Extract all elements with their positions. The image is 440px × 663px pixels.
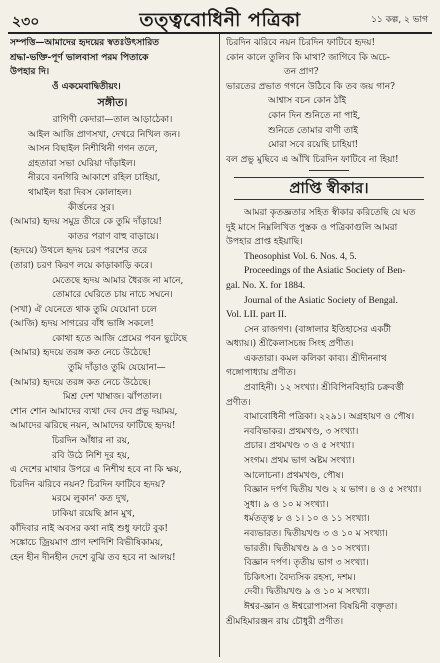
page-number: ২৩০ [12,14,40,30]
text-line: তুমি দাঁড়াও তুমি যেয়োনা— [68,363,166,374]
text-line: Proceedings of the Asiatic Society of Ben- [244,266,406,277]
text-line: দুই মাসে নিম্নলিখিত পুস্তক ও পত্রিকাগুলি আমরা [226,222,398,233]
text-line: ধর্মতত্ত্ব ৮ ও ১। ১০ ও ১১ সংখ্যা। [244,514,370,525]
text-line: Journal of the Asiatic Society of Bengal. [244,295,398,306]
text-line: এ দেশের মাথার উপরে এ নিশীথ হবে না কি ক্ষয়, [10,465,182,476]
text-line: সুধা। ৯ ও ১০ ম সংখ্যা। [244,499,329,510]
text-line: চিকিৎসা। বৈদ্যসিক রহস্য, দশম। [244,572,356,583]
text-line: বিজ্ঞান দর্পণ দ্বিতীয় খণ্ড ২ য় ভাগ। ৪ ও ৫ সংখ্যা। [244,485,422,496]
header-rule [8,32,432,34]
text-line: কীর্ত্তনের সুর। [68,202,115,213]
text-line: আসন বিছাইল নিশীথিনী গগন তলে, [28,144,158,155]
text-line: ভারতী। দ্বিতীয়খণ্ড ৯ ও ১০ সংখ্যা। [244,543,370,554]
text-line: চিরদিন ঝরিবে নয়ন? চিরদিন ফাটিবে হৃদয়? [10,479,166,490]
text-line: (আমার) হৃদয় সমুদ্র তীরে কে তুমি দাঁড়ায়ে! [10,217,163,228]
text-line: সেন রাজগণ। (বাঙ্গালার ইতিহাসের একটী [244,324,392,335]
text-line: ভারতের প্রভাত গগনে উঠিবে কি তব জয় গান? [226,81,395,92]
text-line: কোন দিন শুনিতে না পাই, [268,110,361,121]
text-line: রাগিণী কেদারা—তাল আড়াঠেকা। [52,114,173,125]
text-line: নীরবে বনগিরি আকাশে রহিল চাহিয়া, [28,173,161,184]
text-line: চিরদিন আঁধার না রয়, [52,436,130,447]
text-line: সংগম। প্রথম ভাগ অষ্টম সংখ্যা। [244,456,355,467]
text-line: (আজি) হৃদয় সাগরের বাঁধ ভাঙ্গি সকলে! [10,319,154,330]
text-line: নববিভাকর। প্রথমখণ্ড, ৩ সংখ্যা। [244,426,359,437]
text-line: হেন হীন দীনহীন দেশে বুঝি তব হবে না আলয়! [10,552,176,563]
text-line: চিরদিন ঝরিবে নয়ন চিরদিন ফাটিবে হৃদয়! [226,38,376,48]
text-line: শ্রদ্ধা-ভক্তি-পূর্ণ ভালবাসা পরম পিতাকে [10,52,149,63]
column-divider [219,34,220,657]
text-line: সঙ্কোচে জ্রিয়মাণ প্রাণ দশদিশি বিভীষিকাময়, [10,538,164,549]
text-line: আমরা কৃতজ্ঞতার সহিত স্বীকার করিতেছি যে ঘত [244,207,416,218]
text-line: (তারা) চরণ কিরণ লয়ে কাড়াকাড়ি করে। [10,260,153,271]
text-line: সম্পত্তি—আমাদের হৃদয়ের স্বতঃউৎসারিত [10,38,160,48]
text-line: প্রণীত। [226,397,251,408]
text-line: বল প্রভু মুছিবে এ আঁখি চিরদিন ফাটিবে না হিয়া! [226,154,399,165]
text-line: gal. No. X. for 1884. [226,280,306,291]
text-line: ঈশ্বর-জ্ঞান ও ঈশ্বরোপাসনা বিষয়িনী বক্তৃতা। [244,601,398,612]
text-line: আইল আজি প্রাণসখা, দেখরে নিখিল জন। [28,129,181,140]
text-line: তোমারে ঘেরিতে চায় নাচে সঘনে। [52,290,173,301]
text-line: উপহার প্রাপ্ত হইয়াছি। [226,237,303,248]
text-line: আমাদের ঝরিছে নয়ন, আমাদের ফাটিছে হৃদয়! [10,421,176,432]
page-header [8,6,432,32]
acknowledgement-list [226,206,432,629]
text-line: কোথা হতে আজি প্রেমের পবন ছুটেছে [52,333,187,344]
right-column [226,36,432,657]
text-line: আলোচনা। প্রথমখণ্ড, পৌষ। [244,470,344,481]
text-line: কাঁদিবার নাই অবসর কথা নাই শুধু ফাটে বুক! [10,523,168,534]
text-line: মেতেছে হৃদয় আমার ধৈরজ না মানে, [52,275,184,286]
text-line: একতারা। কমল কলিকা কাব্য। শ্রীদীননাথ [244,353,387,364]
text-line: মরমে লুকান' কত দুখ, [52,494,130,505]
text-line: কোন কালে তুলিব কি মাথা? জাগিবে কি অচে- [226,52,390,63]
text-line: (হৃদয়ে) উথলে হৃদয় চরণ পরশের তরে [10,246,148,257]
text-line: শোন শোন আমাদের ব্যথা দেব দেব প্রভু দয়াময়, [10,406,178,417]
text-line: শ্রীমহিমারঞ্জন রায় চৌধুরী প্রণীত। [226,616,344,627]
text-line: কাতর পরাণ বাহু বাড়ায়ে। [68,231,159,242]
acknowledgement-heading: প্রাপ্তি স্বীকার। [234,177,424,200]
text-line: উপহার দি। [10,67,50,78]
text-line: তন প্রাণ? [284,67,319,78]
text-line: শুনিতে তোমার বাণী তাই [268,125,358,136]
text-line: থামাইল ধরা দিবস কোলাহল। [28,187,132,198]
text-line: মোরা সবে রয়েছি চাহিয়া! [268,140,359,151]
text-line: দেবী। দ্বিতীয়খণ্ড ৯ ও ১০ ম সংখ্যা। [244,587,370,598]
text-line: ওঁ একমেবাদ্বিতীয়ং। [52,81,121,92]
text-line: গ্রহতারা সভা ঘেরিয়া দাঁড়াইল। [28,158,136,169]
text-line: গঙ্গোপাধ্যায় প্রণীত। [226,368,296,379]
text-line: আশ্বাস বচন কোন ঠাঁই [268,96,347,107]
left-column [10,36,215,657]
text-line: রবি উঠে নিশি দূর হয়, [52,450,130,461]
volume-info: ১১ কল্প, ২ ভাগ [371,15,428,25]
text-line: (সখা) ঐ যেনেতে থাক তুমি যেয়োনা চলে [10,304,157,315]
text-line: প্রবাহিনী। ১২ সংখ্যা। শ্রীবিপিনবিহারি চক্রবর্ত্তী [244,383,404,394]
text-line: বামাবোধিনী পত্রিকা। ২২৯১। অগ্রহায়ণ ও পৌষ। [244,412,415,423]
text-line: মিশ্র দেশ খাম্বাজ। ঝাঁপতাল। [63,392,162,403]
text-line: অধ্যায়।) শ্রীকৈলাসচন্দ্র সিংহ প্রণীত। [226,339,354,350]
section-rule [309,170,349,171]
text-line: নব্যভারত। দ্বিতীয়খণ্ড ৩ ও ১০ ম সংখ্যা। [244,529,388,539]
journal-title: তত্ত্ববোধিনী পত্রিকা [139,9,301,31]
text-line: Theosophist Vol. 6. Nos. 4, 5. [244,251,357,262]
text-line: সঙ্গীত। [97,96,128,110]
text-line: বিজ্ঞান দর্পণ। তৃতীয় ভাগ ৩ সংখ্যা। [244,558,369,569]
text-line: Vol. LII. part II. [226,310,287,321]
text-line: ঢাকিয়া রয়েছি ম্লান মুখ, [52,509,135,519]
text-line: প্রচার। প্রথমখণ্ড ৩ ও ৫ সংখ্যা। [244,441,355,452]
song-continuation [226,36,432,167]
text-line: (আমার) হৃদয়ে তরঙ্গ কত নেচে উঠেছে! [10,348,152,359]
text-line: (আমার) হৃদয়ে তরঙ্গ কত নেচে উঠেছে। [10,377,151,388]
